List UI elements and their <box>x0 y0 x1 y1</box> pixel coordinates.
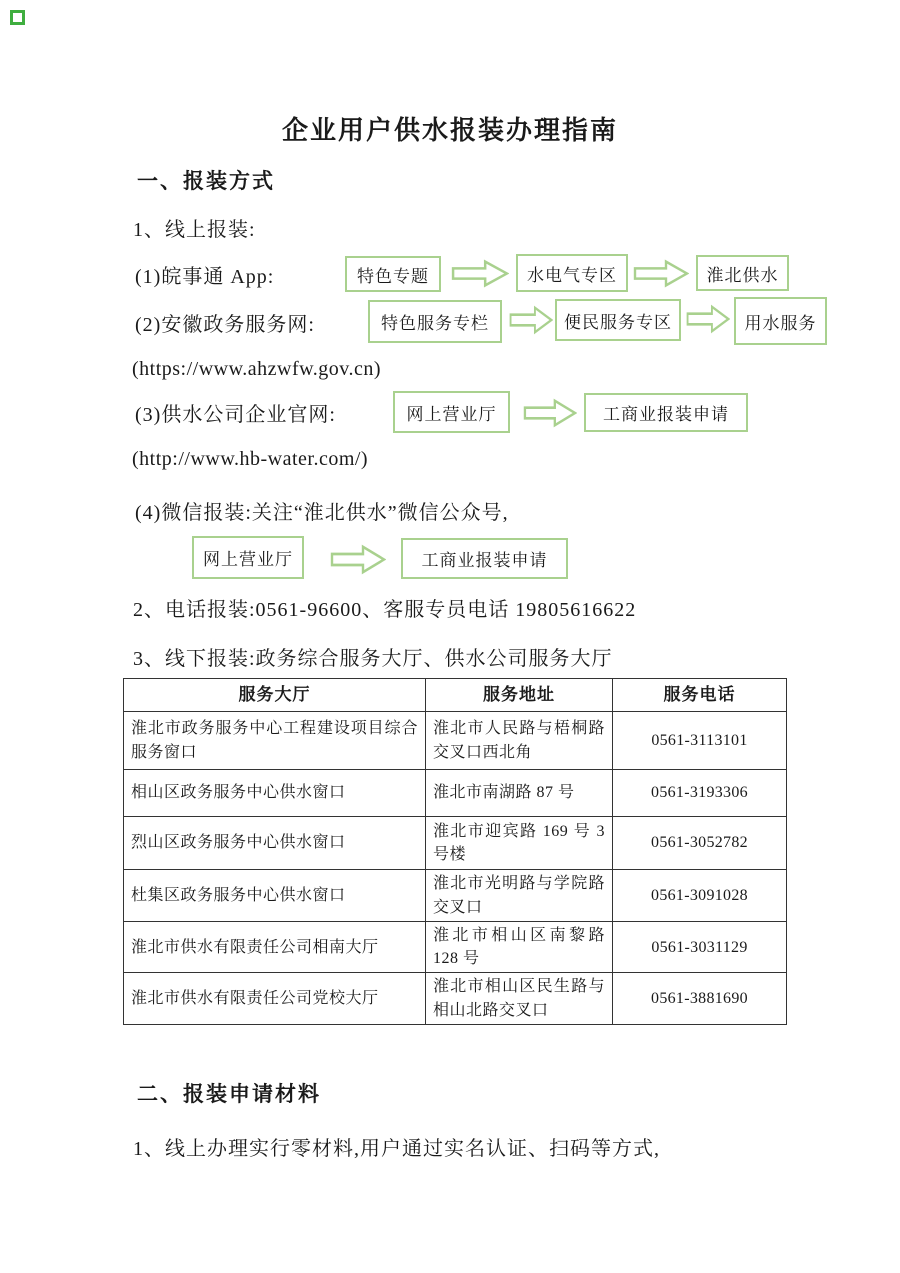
flow-step-box <box>516 254 628 292</box>
hall-cell: 淮北市供水有限责任公司党校大厅 <box>124 973 426 1024</box>
phone-cell: 0561-3091028 <box>613 870 787 922</box>
section2-heading: 二、报装申请材料 <box>137 1082 321 1106</box>
flow-step-box <box>345 256 441 292</box>
flow-step-box <box>696 255 789 291</box>
flow-step-label: 工商业报装申请 <box>603 405 729 424</box>
flow-step-label: 淮北供水 <box>706 265 779 285</box>
flow-step-box <box>393 391 510 433</box>
table-header-phone: 服务电话 <box>613 679 787 712</box>
flow-step-box <box>584 393 748 432</box>
flow-step-label: 水电气专区 <box>527 265 617 285</box>
table-row <box>124 973 787 1024</box>
hall-cell: 杜集区政务服务中心供水窗口 <box>124 870 426 922</box>
flow-step-label: 网上营业厅 <box>406 404 497 424</box>
table-row <box>124 712 787 770</box>
gov-web-url: (https://www.ahzwfw.gov.cn) <box>132 358 381 380</box>
flow-step-label: 便民服务专区 <box>564 312 672 332</box>
item-company-site-label: (3)供水公司企业官网: <box>135 404 336 426</box>
table-header-hall: 服务大厅 <box>124 679 426 712</box>
section1-heading: 一、报装方式 <box>137 169 275 193</box>
flow-step-box <box>734 297 827 345</box>
hall-cell: 相山区政务服务中心供水窗口 <box>124 770 426 817</box>
flow-step-label: 特色专题 <box>357 266 429 286</box>
hall-cell: 烈山区政务服务中心供水窗口 <box>124 817 426 870</box>
table-header-row <box>124 679 787 712</box>
table-row <box>124 770 787 817</box>
flow-step-box <box>192 536 304 579</box>
table-row <box>124 817 787 870</box>
address-cell: 淮北市相山区民生路与相山北路交叉口 <box>426 973 613 1024</box>
flow-step-box <box>555 299 681 341</box>
item-online-apply: 1、线上报装: <box>133 219 256 241</box>
table-row <box>124 870 787 922</box>
page-title: 企业用户供水报装办理指南 <box>281 116 618 145</box>
table-row <box>124 922 787 973</box>
flow-arrow-icon <box>330 543 386 576</box>
flow-step-box <box>368 300 502 343</box>
address-cell: 淮北市人民路与梧桐路交叉口西北角 <box>426 712 613 770</box>
flow-step-label: 用水服务 <box>744 313 817 333</box>
item-offline-apply: 3、线下报装:政务综合服务大厅、供水公司服务大厅 <box>133 648 613 670</box>
green-square-marker-icon <box>10 10 25 25</box>
address-cell: 淮北市相山区南黎路 128 号 <box>426 922 613 973</box>
flow-arrow-icon <box>686 303 730 335</box>
company-site-url: (http://www.hb-water.com/) <box>132 448 369 470</box>
item-wechat-label: (4)微信报装:关注“淮北供水”微信公众号, <box>135 502 509 524</box>
item-app-label: (1)皖事通 App: <box>135 266 275 288</box>
hall-cell: 淮北市政务服务中心工程建设项目综合服务窗口 <box>124 712 426 770</box>
phone-cell: 0561-3031129 <box>613 922 787 973</box>
item-gov-web-label: (2)安徽政务服务网: <box>135 314 315 336</box>
flow-step-box <box>401 538 568 579</box>
flow-arrow-icon <box>523 397 577 429</box>
address-cell: 淮北市南湖路 87 号 <box>426 770 613 817</box>
phone-cell: 0561-3052782 <box>613 817 787 870</box>
phone-cell: 0561-3881690 <box>613 973 787 1024</box>
flow-step-label: 特色服务专栏 <box>381 314 489 333</box>
address-cell: 淮北市迎宾路 169 号 3 号楼 <box>426 817 613 870</box>
flow-arrow-icon <box>509 304 553 336</box>
flow-arrow-icon <box>633 258 689 289</box>
phone-cell: 0561-3193306 <box>613 770 787 817</box>
table-header-address: 服务地址 <box>426 679 613 712</box>
service-hall-table <box>123 678 787 1025</box>
address-cell: 淮北市光明路与学院路交叉口 <box>426 870 613 922</box>
phone-cell: 0561-3113101 <box>613 712 787 770</box>
flow-step-label: 网上营业厅 <box>203 550 293 569</box>
item-phone-apply: 2、电话报装:0561-96600、客服专员电话 19805616622 <box>133 599 637 621</box>
hall-cell: 淮北市供水有限责任公司相南大厅 <box>124 922 426 973</box>
section2-item1: 1、线上办理实行零材料,用户通过实名认证、扫码等方式, <box>133 1138 660 1160</box>
flow-arrow-icon <box>451 258 509 289</box>
flow-step-label: 工商业报装申请 <box>421 551 548 570</box>
